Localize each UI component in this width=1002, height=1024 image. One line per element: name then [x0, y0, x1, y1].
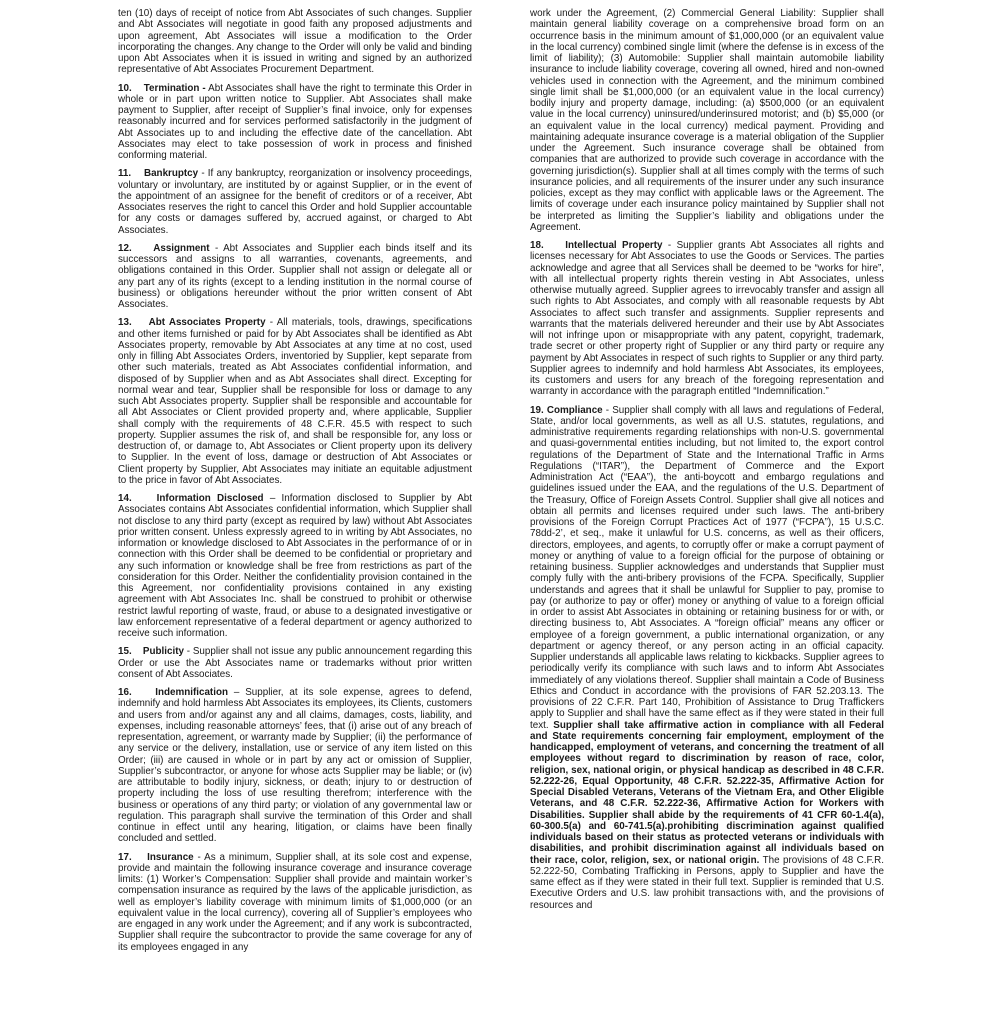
section-heading: Indemnification [155, 687, 228, 698]
section-compliance [530, 405, 884, 911]
section-intellectual-property [530, 240, 884, 398]
section-heading: Bankruptcy [143, 168, 199, 180]
section-heading: Termination - [143, 82, 206, 94]
left-column [118, 8, 472, 960]
section-number: 13. [118, 317, 132, 329]
section-number: 16. [118, 687, 132, 698]
section-body: Abt Associates shall have the right to terminate this Order in whole or in part upon written notice to Supplier. Abt Associates shall make payment to Supplier, after receipt of Supplier’s final invoice, only for expenses reasonably incurred and for services performed satisfactorily in the judgment of Abt Associates up to and including the effective date of the cancellation. Abt Associates may elect to take possession of work in process and finished conforming material. [118, 82, 472, 161]
section-abt-property [118, 317, 472, 486]
section-body: - Abt Associates and Supplier each binds itself and its successors and assigns to all warranties, covenants, agreements, and obligations contained in this Order. Supplier shall not assign or delegate all or any part any of its rights (except to a lending institution in the normal course of business) or obligations hereunder without the prior written consent of Abt Associates. [118, 242, 472, 310]
section-number: 18. [530, 240, 544, 251]
section-assignment [118, 243, 472, 311]
section-heading: Information Disclosed [156, 493, 264, 504]
paragraph-changes-continued: ten (10) days of receipt of notice from Abt Associates of such changes. Supplier and Abt Associates will negotiate in good faith any proposed adjustments and upon agreement, Abt Associates will issue a modification to the Order incorporating the changes. Any change to the Order will only be valid and binding upon Abt Associates when it is issued in writing and signed by an authorized representative of Abt Associates Procurement Department. [118, 8, 472, 76]
section-number: 17. [118, 851, 132, 863]
section-insurance [118, 852, 472, 953]
paragraph-insurance-continued: work under the Agreement, (2) Commercial General Liability: Supplier shall maintain general liability coverage on a comprehensive broad form on an occurrence basis in the minimum amount of $1,000,000 (or an equivalent value in the local currency) combined single limit (where the defense is in excess of the limit of liability); (3) Automobile: Supplier shall maintain automobile liability insurance to include liability coverage, covering all owned, hired and non-owned vehicles used in connection with the Agreement, and the minimum combined single limit shall be $1,000,000 (or an equivalent value in the local currency) bodily injury and property damage, including: (a) $500,000 (or an equivalent value in the local currency) uninsured/underinsured motorist; and (b) $5,000 (or an equivalent value in the local currency) medical payment. Providing and maintaining adequate insurance coverage is a material obligation of the Supplier under the Agreement. Such insurance coverage shall be obtained from companies that are authorized to provide such coverage in accordance with the governing jurisdiction(s). Supplier shall at all times comply with the terms of such insurance policies, and all requirements of the insurer under any such insurance policies, except as they may conflict with applicable laws or the Agreement. The limits of coverage under each insurance policy maintained by Supplier shall not be interpreted as limiting the Supplier’s liability and obligations under the Agreement. [530, 8, 884, 233]
section-heading: Intellectual Property [565, 240, 663, 251]
section-heading: Assignment [153, 242, 210, 254]
section-termination [118, 83, 472, 162]
section-number: 14. [118, 493, 132, 504]
section-body-bold: Supplier shall take affirmative action in compliance with all Federal and State requirements concerning fair employment, employment of the handicapped, employment of veterans, and concerning the treatment of all employees without regard to discrimination by reason of race, color, religion, sex, national origin, or physical handicap as described in 48 C.F.R. 52.222-26, Equal Opportunity, 48 C.F.R. 52.222-35, Affirmative Action for Special Disabled Veterans, Veterans of the Vietnam Era, and Other Eligible Veterans, and 48 C.F.R. 52.222-36, Affirmative Action for Workers with Disabilities. Supplier shall abide by the requirements of 41 CFR 60-1.4(a), 60-300.5(a) and 60-741.5(a).prohibiting discrimination against qualified individuals based on their status as protected veterans or individuals with disabilities, and prohibit discrimination against all individuals based on their race, color, religion, sex, or national origin. [530, 719, 884, 866]
section-body: - Supplier grants Abt Associates all rights and licenses necessary for Abt Associates to use the Goods or Services. The parties acknowledge and agree that all Services shall be deemed to be “works for hire”, with all intellectual property rights therein vesting in Abt Associates, unless otherwise mutually agreed. Supplier agrees to irrevocably transfer and assign all such rights to Abt Associates, and comply with all reasonable requests by Abt Associates to affect such transfer and assignments. Supplier represents and warrants that the materials delivered hereunder and their use by Abt Associates will not infringe upon or misappropriate with any patent, copyright, trademark, trade secret or other property right of Supplier or any third party or require any payment by Abt Associates in respect of such rights to Supplier or any third party. Supplier agrees to indemnify and hold harmless Abt Associates, its employees, its customers and users for any breach of the foregoing representation and warranty in accordance with the paragraph entitled “Indemnification.” [530, 240, 884, 398]
section-number: 19. [530, 404, 544, 416]
section-publicity [118, 646, 472, 680]
section-body: – Information disclosed to Supplier by Abt Associates contains Abt Associates confidential information, which Supplier shall not disclose to any third party (except as required by law) without Abt Associates prior written consent. Unless expressly agreed to in writing by Abt Associates, no information or knowledge disclosed to Abt Associates in the performance of or in connection with this Order shall be deemed to be confidential or proprietary and any such information or knowledge shall be free from restrictions as part of the consideration for this Order. Neither the confidentiality provision contained in the this Agreement, nor confidentiality provisions contained in any existing agreement with Abt Associates Inc. shall be construed to prohibit or otherwise restrict lawful reporting of waste, fraud, or abuse to a designated investigative or law enforcement representative of a federal department or agency authorized to receive such information. [118, 493, 472, 639]
section-body: - Supplier shall comply with all laws and regulations of Federal, State, and/or local governments, as well as all U.S. statutes, regulations, and administrative requirements regarding relationships with non-U.S. governmental and quasi-governmental entities including, but not limited to, the export control regulations of the Department of State and the International Traffic in Arms Regulations (“ITAR”), the Department of Commerce and the Export Administration Act (“EAA”), the anti-boycott and embargo regulations and guidelines issued under the EAA, and the regulations of the U.S. Department of the Treasury, Office of Foreign Assets Control. Supplier shall give all notices and obtain all permits and licenses required under such laws. The anti-bribery provisions of the Foreign Corrupt Practices Act of 1977 (“FCPA”), 15 U.S.C. 78dd-2’, et seq., make it unlawful for U.S. concerns, as well as their officers, directors, employees, and agents, to corruptly offer or make a corrupt payment of money or anything of value to a foreign official for the purpose of obtaining or retaining business. Supplier acknowledges and understands that Supplier must comply fully with the anti-bribery provisions of the FCPA. Specifically, Supplier understands and agrees that it shall be unlawful for Supplier to pay, promise to pay (or authorize to pay or offer) money or anything of value to a foreign official in order to assist Abt Associates in obtaining or retaining business for or with, or directing business to, Abt Associates. A “foreign official” means any officer or employee of a foreign government, a public international organization, or any department or agency thereof, or any person acting in an official capacity. Supplier understands all applicable laws relating to kickbacks. Supplier agrees to periodically verify its compliance with such laws and to inform Abt Associates immediately of any violations thereof. Supplier shall maintain a Code of Business Ethics and Conduct in accordance with the provisions of FAR 52.203.13. The provisions of 22 C.F.R. Part 140, Prohibition of Assistance to Drug Traffickers apply to Supplier and shall have the same effect as if they were stated in their full text. [530, 404, 884, 731]
section-heading: Publicity [142, 646, 184, 658]
section-body: - As a minimum, Supplier shall, at its sole cost and expense, provide and maintain the following insurance coverage and insurance coverage limits: (1) Worker’s Compensation: Supplier shall provide and maintain worker’s compensation insurance as required by the laws of the applicable jurisdiction, as well as employer’s liability coverage with minimum limits of $1,000,000 (or an equivalent value in the local currency), covering all of Supplier’s employees who are engaged in any work under the Agreement; and if any work is subcontracted, Supplier shall require the subcontractor to provide the same coverage for any of its employees engaged in any [118, 851, 472, 953]
section-body: – Supplier, at its sole expense, agrees to defend, indemnify and hold harmless Abt Associates its employees, its Clients, customers and users from and/or against any and all claims, damages, costs, liability, and expenses, including reasonable attorneys’ fees, that (i) arise out of any breach of representation, agreement, or warranty made by Supplier; (ii) the performance of any service or the delivery, installation, use or service of any item listed on this Order; (iii) are caused in whole or in part by any act or omission of Supplier, Supplier’s subcontractor, or anyone for whose acts Supplier may be liable; or (iv) are attributable to bodily injury, sickness, or death; injury to or destruction of property including the loss of use resulting therefrom; interference with the business or operations of any third party; or violation of any governmental law or regulation. This paragraph shall survive the termination of this Order and shall continue in effect until any hearing, litigation, or claims have been finally concluded and settled. [118, 687, 472, 845]
section-number: 15. [118, 646, 132, 658]
section-indemnification [118, 687, 472, 845]
right-column [530, 8, 884, 918]
section-body: - All materials, tools, drawings, specifications and other items furnished or paid for by Abt Associates shall be identified as Abt Associates property, removable by Abt Associates at any time at no cost, used only in filling Abt Associates Orders, inventoried by Supplier, kept separate from other such materials, treated as Abt Associates confidential information, and disposed of by Supplier when and as Abt Associates shall direct. Excepting for normal wear and tear, Supplier shall be responsible for loss or damage to any such Abt Associates property. Supplier shall be responsible and accountable for all Abt Associates or Client provided property and, where applicable, Supplier shall comply with the requirements of 48 C.F.R. 45.5 with respect to such property. Supplier assumes the risk of, and shall be responsible for, any loss or destruction of, or damage to, Abt Associates or Client property upon its delivery to Supplier. In the event of loss, damage or destruction of Abt Associates or Client property by Supplier, Abt Associates may initiate an equitable adjustment to the price in favor of Abt Associates. [118, 317, 472, 486]
section-number: 11. [118, 168, 132, 180]
section-body: - Supplier shall not issue any public announcement regarding this Order or use the Abt Associates name or trademarks without prior written consent of Abt Associates. [118, 646, 472, 680]
section-number: 12. [118, 242, 132, 254]
section-number: 10. [118, 82, 132, 94]
section-heading: Compliance [546, 404, 603, 416]
section-bankruptcy [118, 168, 472, 236]
section-heading: Abt Associates Property [148, 317, 266, 329]
section-heading: Insurance [147, 851, 194, 863]
section-information-disclosed [118, 493, 472, 639]
section-body: - If any bankruptcy, reorganization or insolvency proceedings, voluntary or involuntary, are instituted by or against Supplier, or in the event of the appointment of an assignee for the benefit of creditors or of a receiver, Abt Associates reserves the right to cancel this Order and hold Supplier accountable for any costs or damages suffered by, accrued against, or charged to Abt Associates. [118, 168, 472, 236]
section-body-tail: The provisions of 48 C.F.R. 52.222-50, Combating Trafficking in Persons, apply to Supplier and have the same effect as if they were stated in their full text. Supplier is reminded that U.S. Executive Orders and U.S. law prohibit transactions with, and the provisions of resources and [530, 854, 884, 911]
